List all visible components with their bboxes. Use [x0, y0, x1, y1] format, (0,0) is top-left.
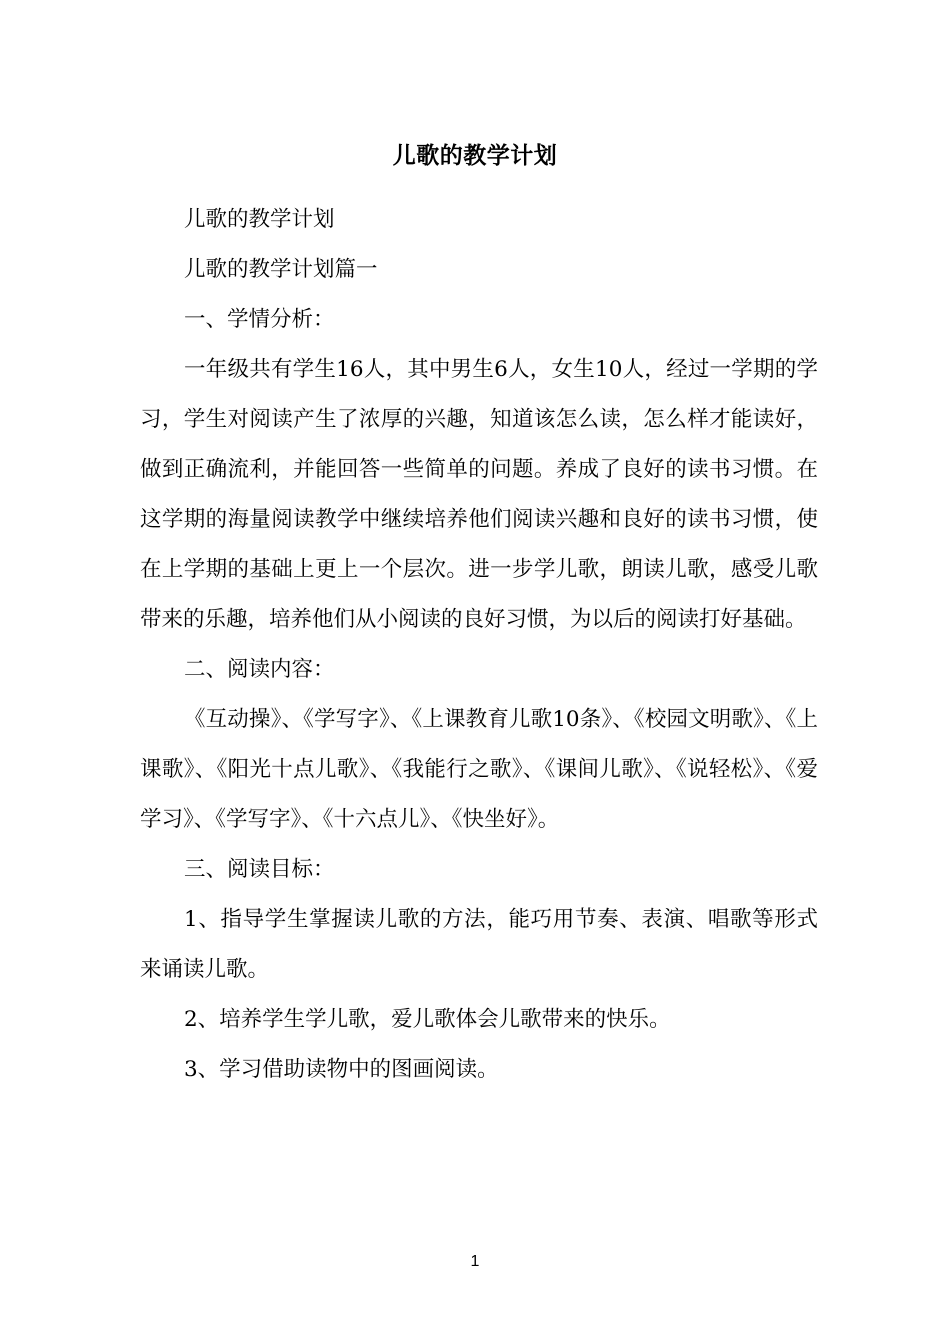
heading-reading-goals: 三、阅读目标：	[184, 857, 335, 882]
goal-item-2: 2、培养学生学儿歌，爱儿歌体会儿歌带来的快乐。	[184, 1007, 671, 1032]
paragraph-doc-heading: 儿歌的教学计划	[184, 207, 335, 232]
paragraph-student-analysis: 一年级共有学生16人，其中男生6人，女生10人，经过一学期的学习，学生对阅读产生了浓厚的兴趣，知道该怎么读，怎么样才能读好，做到正确流利，并能回答一些简单的问题。养成了良好的读书习惯。在这学期的海量阅读教学中继续培养他们阅读兴趣和良好的读书习惯，使在上学期的基础上更上一个层次。进一步学儿歌，朗读儿歌，感受儿歌带来的乐趣，培养他们从小阅读的良好习惯，为以后的阅读打好基础。	[140, 357, 818, 632]
page-number: 1	[470, 1253, 480, 1270]
goal-item-3: 3、学习借助读物中的图画阅读。	[184, 1057, 499, 1082]
heading-student-analysis: 一、学情分析：	[184, 307, 335, 332]
goal-item-1: 1、指导学生掌握读儿歌的方法，能巧用节奏、表演、唱歌等形式来诵读儿歌。	[140, 907, 818, 982]
document-title: 儿歌的教学计划	[392, 143, 558, 169]
heading-reading-content: 二、阅读内容：	[184, 657, 335, 682]
paragraph-section-title: 儿歌的教学计划篇一	[184, 257, 378, 282]
paragraph-reading-content: 《互动操》、《学写字》、《上课教育儿歌10条》、《校园文明歌》、《上课歌》、《阳光十点儿歌》、《我能行之歌》、《课间儿歌》、《说轻松》、《爱学习》、《学写字》、《十六点儿》、《快坐好》。	[140, 707, 818, 832]
document-body	[140, 195, 818, 1095]
